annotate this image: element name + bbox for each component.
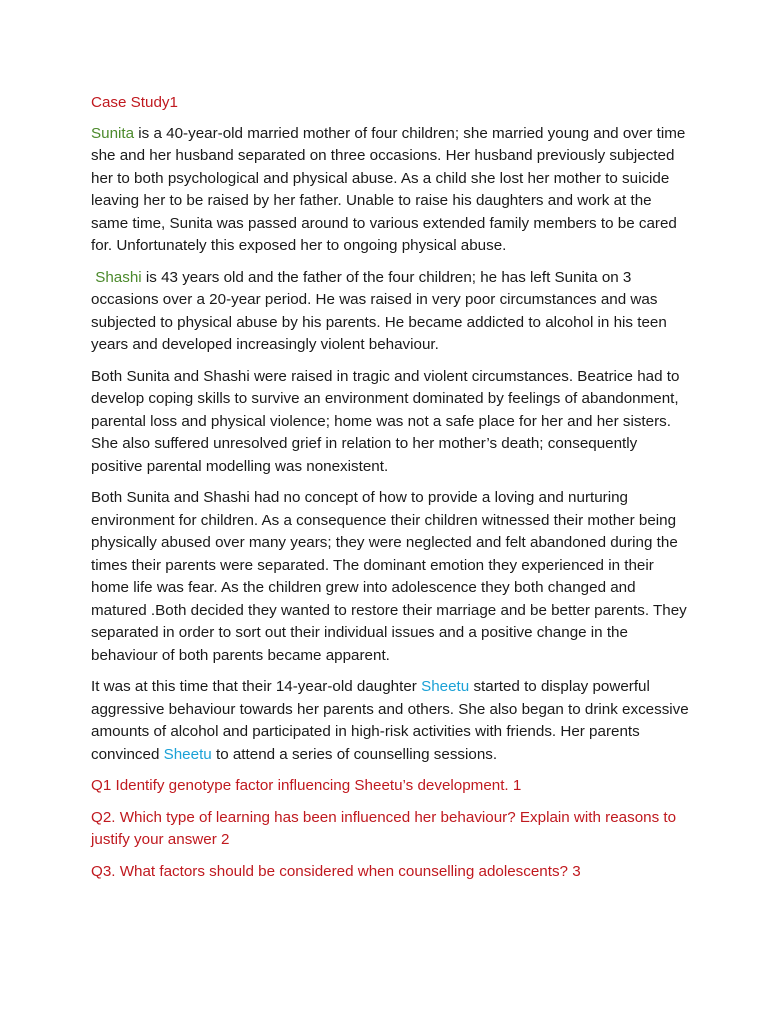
case-study-title: Case Study1 bbox=[91, 94, 178, 111]
paragraph-shashi-text: is 43 years old and the father of the four children; he has left Sunita on 3 occasions over a 20-year period. He was raised in very poor circumstances and was subjected to physical abuse by his parents. He became addicted to alcohol in his teen years and developed increasingly violent behaviour. bbox=[91, 268, 667, 353]
paragraph-sunita bbox=[91, 123, 691, 258]
paragraph-background: Both Sunita and Shashi were raised in tragic and violent circumstances. Beatrice had to develop coping skills to survive an environment dominated by feelings of abandonment, parental loss and physical violence; home was not a safe place for her and her sisters. She also suffered unresolved grief in relation to her mother’s death; consequently positive parental modelling was nonexistent. bbox=[91, 367, 680, 475]
paragraph-sunita-text: is a 40-year-old married mother of four children; she married young and over time she and her husband separated on three occasions. Her husband previously subjected her to both psychological and physical abuse. As a child she lost her mother to suicide leaving her to be raised by her father. Unable to raise his daughters and work at the same time, Sunita was passed around to various extended family members to be cared for. Unfortunately this exposed her to ongoing physical abuse. bbox=[91, 124, 686, 254]
name-sunita: Sunita bbox=[91, 124, 135, 142]
paragraph-children: Both Sunita and Shashi had no concept of how to provide a loving and nurturing environment for children. As a consequence their children witnessed their mother being physically abused over many years; they were neglected and felt abandoned during the times their parents were separated. The dominant emotion they experienced in their home life was fear. As the children grew into adolescence they both changed and matured .Both decided they wanted to restore their marriage and be better parents. They separated in order to sort out their individual issues and a positive change in the behaviour of both parents became apparent. bbox=[91, 489, 687, 664]
paragraph-sheetu-middle: started to display powerful aggressive behaviour towards her parents and others. She also began to drink excessive amounts of alcohol and participated in high-risk activities with friends. Her parents convinced bbox=[91, 678, 689, 763]
name-sheetu: Sheetu bbox=[421, 678, 470, 695]
question-3: Q3. What factors should be considered when counselling adolescents? 3 bbox=[91, 862, 581, 880]
paragraph-sheetu bbox=[91, 676, 691, 766]
paragraph-shashi bbox=[91, 267, 691, 357]
paragraph-sheetu-before: It was at this time that their 14-year-old daughter bbox=[91, 678, 422, 695]
document-page bbox=[91, 92, 691, 892]
question-1: Q1 Identify genotype factor influencing Sheetu’s development. 1 bbox=[91, 777, 522, 794]
question-2: Q2. Which type of learning has been influenced her behaviour? Explain with reasons to justify your answer 2 bbox=[91, 808, 677, 848]
paragraph-sheetu-after: to attend a series of counselling sessions. bbox=[211, 745, 498, 763]
name-sheetu-second: Sheetu bbox=[163, 745, 212, 763]
name-shashi: Shashi bbox=[95, 268, 142, 286]
